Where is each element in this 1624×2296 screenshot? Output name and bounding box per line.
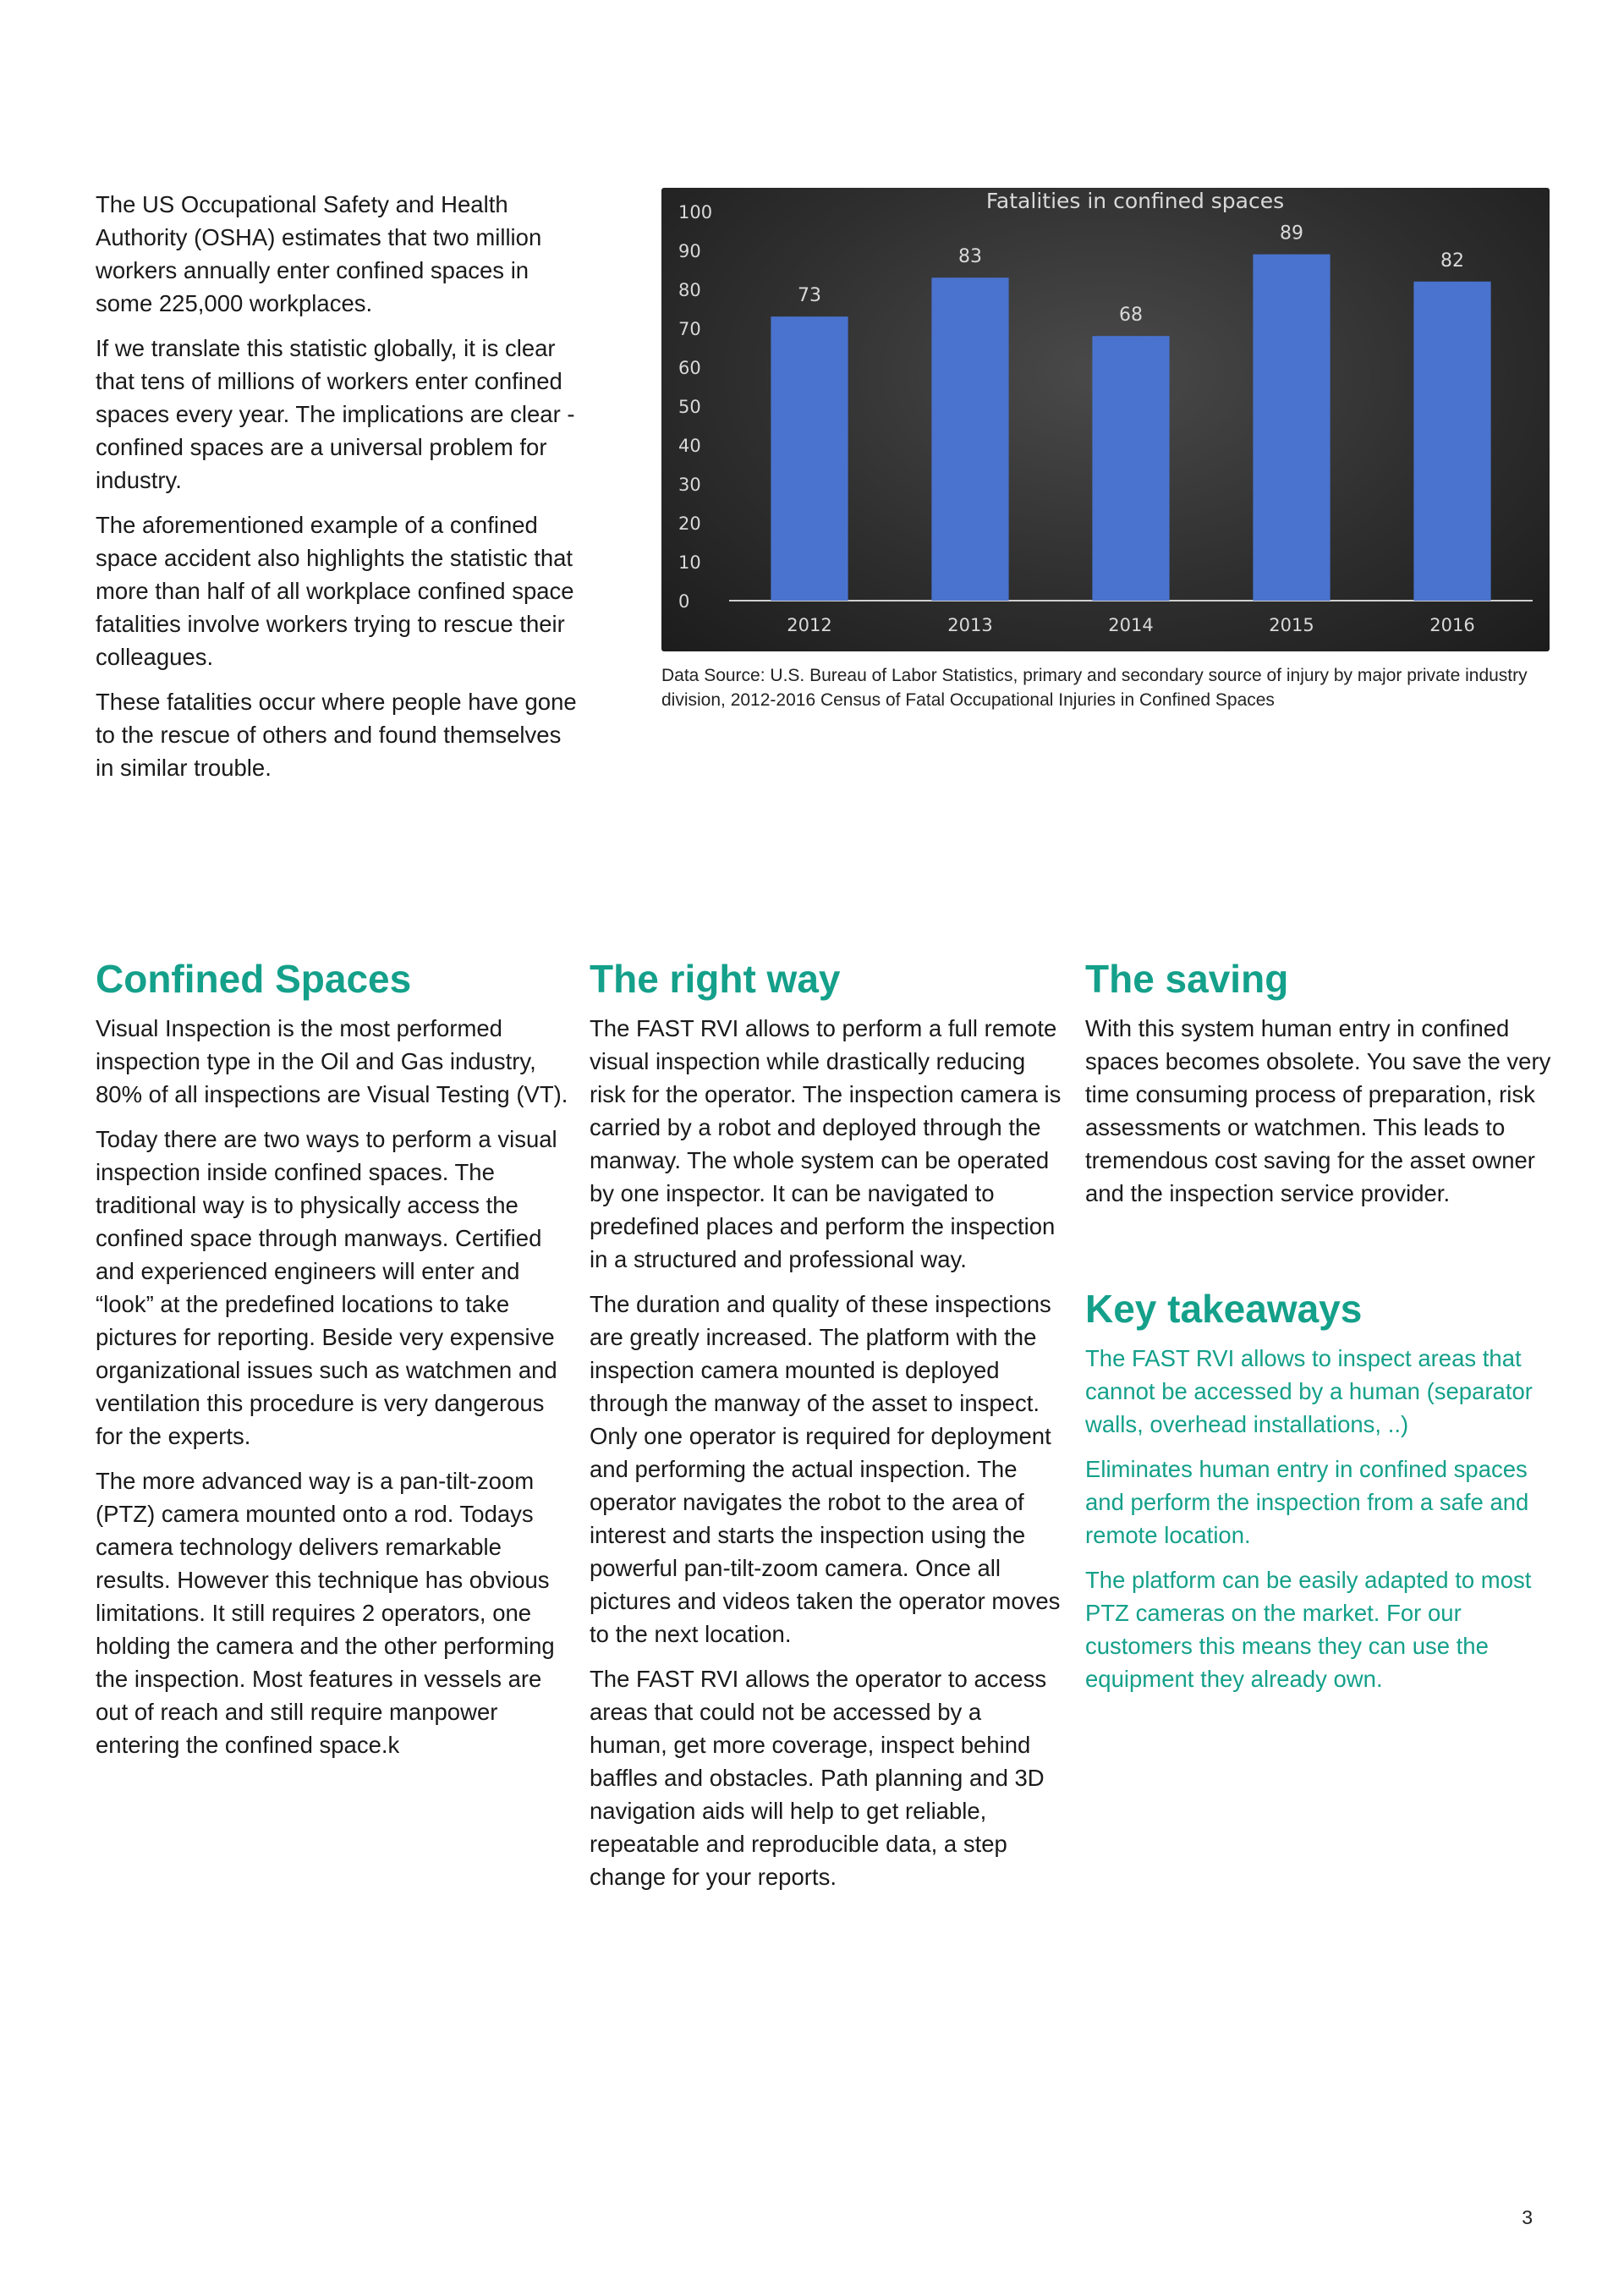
data-label-2016: 82	[1440, 250, 1464, 272]
y-tick-label: 70	[678, 319, 701, 339]
chart-svg	[661, 188, 1550, 651]
y-tick-label: 100	[678, 202, 713, 222]
y-tick-label: 0	[678, 591, 690, 612]
chart-caption: Data Source: U.S. Bureau of Labor Statistics, primary and secondary source of injury by major private industry division, 2012-2016 Census of Fatal Occupational Injuries in Confined Spaces	[661, 666, 1528, 710]
intro-paragraph: The US Occupational Safety and Health Authority (OSHA) estimates that two million workers annually enter confined spaces in some 225,000 workplaces.	[96, 191, 542, 316]
intro-paragraph: These fatalities occur where people have gone to the rescue of others and found themselves in similar trouble.	[96, 689, 577, 781]
paragraph: Visual Inspection is the most performed inspection type in the Oil and Gas industry, 80% of all inspections are Visual Testing (VT).	[96, 1015, 568, 1107]
y-tick-label: 50	[678, 397, 701, 417]
section-heading-key-takeaways: Key takeaways	[1085, 1287, 1363, 1331]
x-tick-label: 2016	[1429, 615, 1475, 635]
y-tick-label: 90	[678, 241, 701, 261]
paragraph: The duration and quality of these inspections are greatly increased. The platform with the inspection camera mounted is deployed through the manway of the asset to inspect. Only one operator is required for deployment and performing the actual inspection. The operator navigates the robot to the area of interest and starts the inspection using the powerful pan-tilt-zoom camera. Once all pictures and videos taken the operator moves to the next location.	[590, 1291, 1061, 1647]
y-tick-label: 40	[678, 436, 701, 456]
x-tick-label: 2014	[1108, 615, 1154, 635]
column-saving	[1085, 954, 1559, 1707]
data-label-2014: 68	[1119, 305, 1143, 327]
x-tick-label: 2013	[947, 615, 993, 635]
data-label-2015: 89	[1280, 222, 1303, 244]
paragraph: The FAST RVI allows the operator to access areas that could not be accessed by a human, get more coverage, inspect behind baffles and obstacles. Path planning and 3D navigation aids will help to get reliable, repeatable and reproducible data, a step change for your reports.	[590, 1666, 1047, 1890]
intro-paragraph: If we translate this statistic globally, it is clear that tens of millions of workers enter confined spaces every year. The implications are clear - confined spaces are a universal problem for industry.	[96, 335, 575, 493]
paragraph: Today there are two ways to perform a visual inspection inside confined spaces. The traditional way is to physically access the confined space through manways. Certified and experienced engineers will enter and “look” at the predefined locations to take pictures for reporting. Beside very expensive organizational issues such as watchmen and ventilation this procedure is very dangerous for the experts.	[96, 1126, 557, 1449]
y-tick-label: 60	[678, 358, 701, 378]
paragraph: The more advanced way is a pan-tilt-zoom (PTZ) camera mounted onto a rod. Todays camera technology delivers remarkable results. However this technique has obvious limitations. It still requires 2 operators, one holding the camera and the other performing the inspection. Most features in vessels are out of reach and still require manpower entering the confined space.k	[96, 1468, 555, 1758]
bar-2015	[1253, 255, 1330, 601]
paragraph: With this system human entry in confined spaces becomes obsolete. You save the very time consuming process of preparation, risk assessments or watchmen. This leads to tremendous cost saving for the asset owner and the inspection service provider.	[1085, 1015, 1551, 1206]
bar-2012	[771, 316, 848, 601]
intro-paragraph: The aforementioned example of a confined space accident also highlights the statistic that more than half of all workplace confined space fatalities involve workers trying to rescue their colleagues.	[96, 512, 574, 670]
bar-2013	[931, 277, 1008, 601]
section-heading-confined-spaces: Confined Spaces	[96, 957, 412, 1001]
data-label-2012: 73	[798, 285, 821, 307]
chart-title: Fatalities in confined spaces	[985, 189, 1285, 213]
takeaway-item: Eliminates human entry in confined spaces and perform the inspection from a safe and remote location.	[1085, 1456, 1529, 1548]
data-label-2013: 83	[958, 246, 982, 268]
bar-2014	[1092, 336, 1169, 601]
paragraph: The FAST RVI allows to perform a full remote visual inspection while drastically reducing risk for the operator. The inspection camera is carried by a robot and deployed through the manway. The whole system can be operated by one inspector. It can be navigated to predefined places and perform the inspection in a structured and professional way.	[590, 1015, 1062, 1272]
x-tick-label: 2012	[787, 615, 832, 635]
y-tick-label: 10	[678, 552, 701, 573]
intro-text	[96, 188, 578, 796]
column-confined-spaces	[96, 954, 569, 1773]
y-tick-label: 30	[678, 475, 701, 495]
x-tick-label: 2015	[1269, 615, 1314, 635]
bar-2016	[1413, 282, 1490, 601]
y-tick-label: 80	[678, 280, 701, 300]
page-number: 3	[1522, 2206, 1533, 2228]
takeaway-item: The platform can be easily adapted to most PTZ cameras on the market. For our customers this means they can use the equipment they already own.	[1085, 1567, 1532, 1692]
section-heading-saving: The saving	[1085, 957, 1289, 1001]
column-right-way	[590, 954, 1063, 1905]
key-takeaways	[1085, 1284, 1559, 1695]
section-heading-right-way: The right way	[590, 957, 841, 1001]
fatalities-bar-chart	[661, 188, 1550, 651]
takeaway-item: The FAST RVI allows to inspect areas that cannot be accessed by a human (separator walls, overhead installations, ..)	[1085, 1345, 1533, 1437]
y-tick-label: 20	[678, 514, 701, 534]
